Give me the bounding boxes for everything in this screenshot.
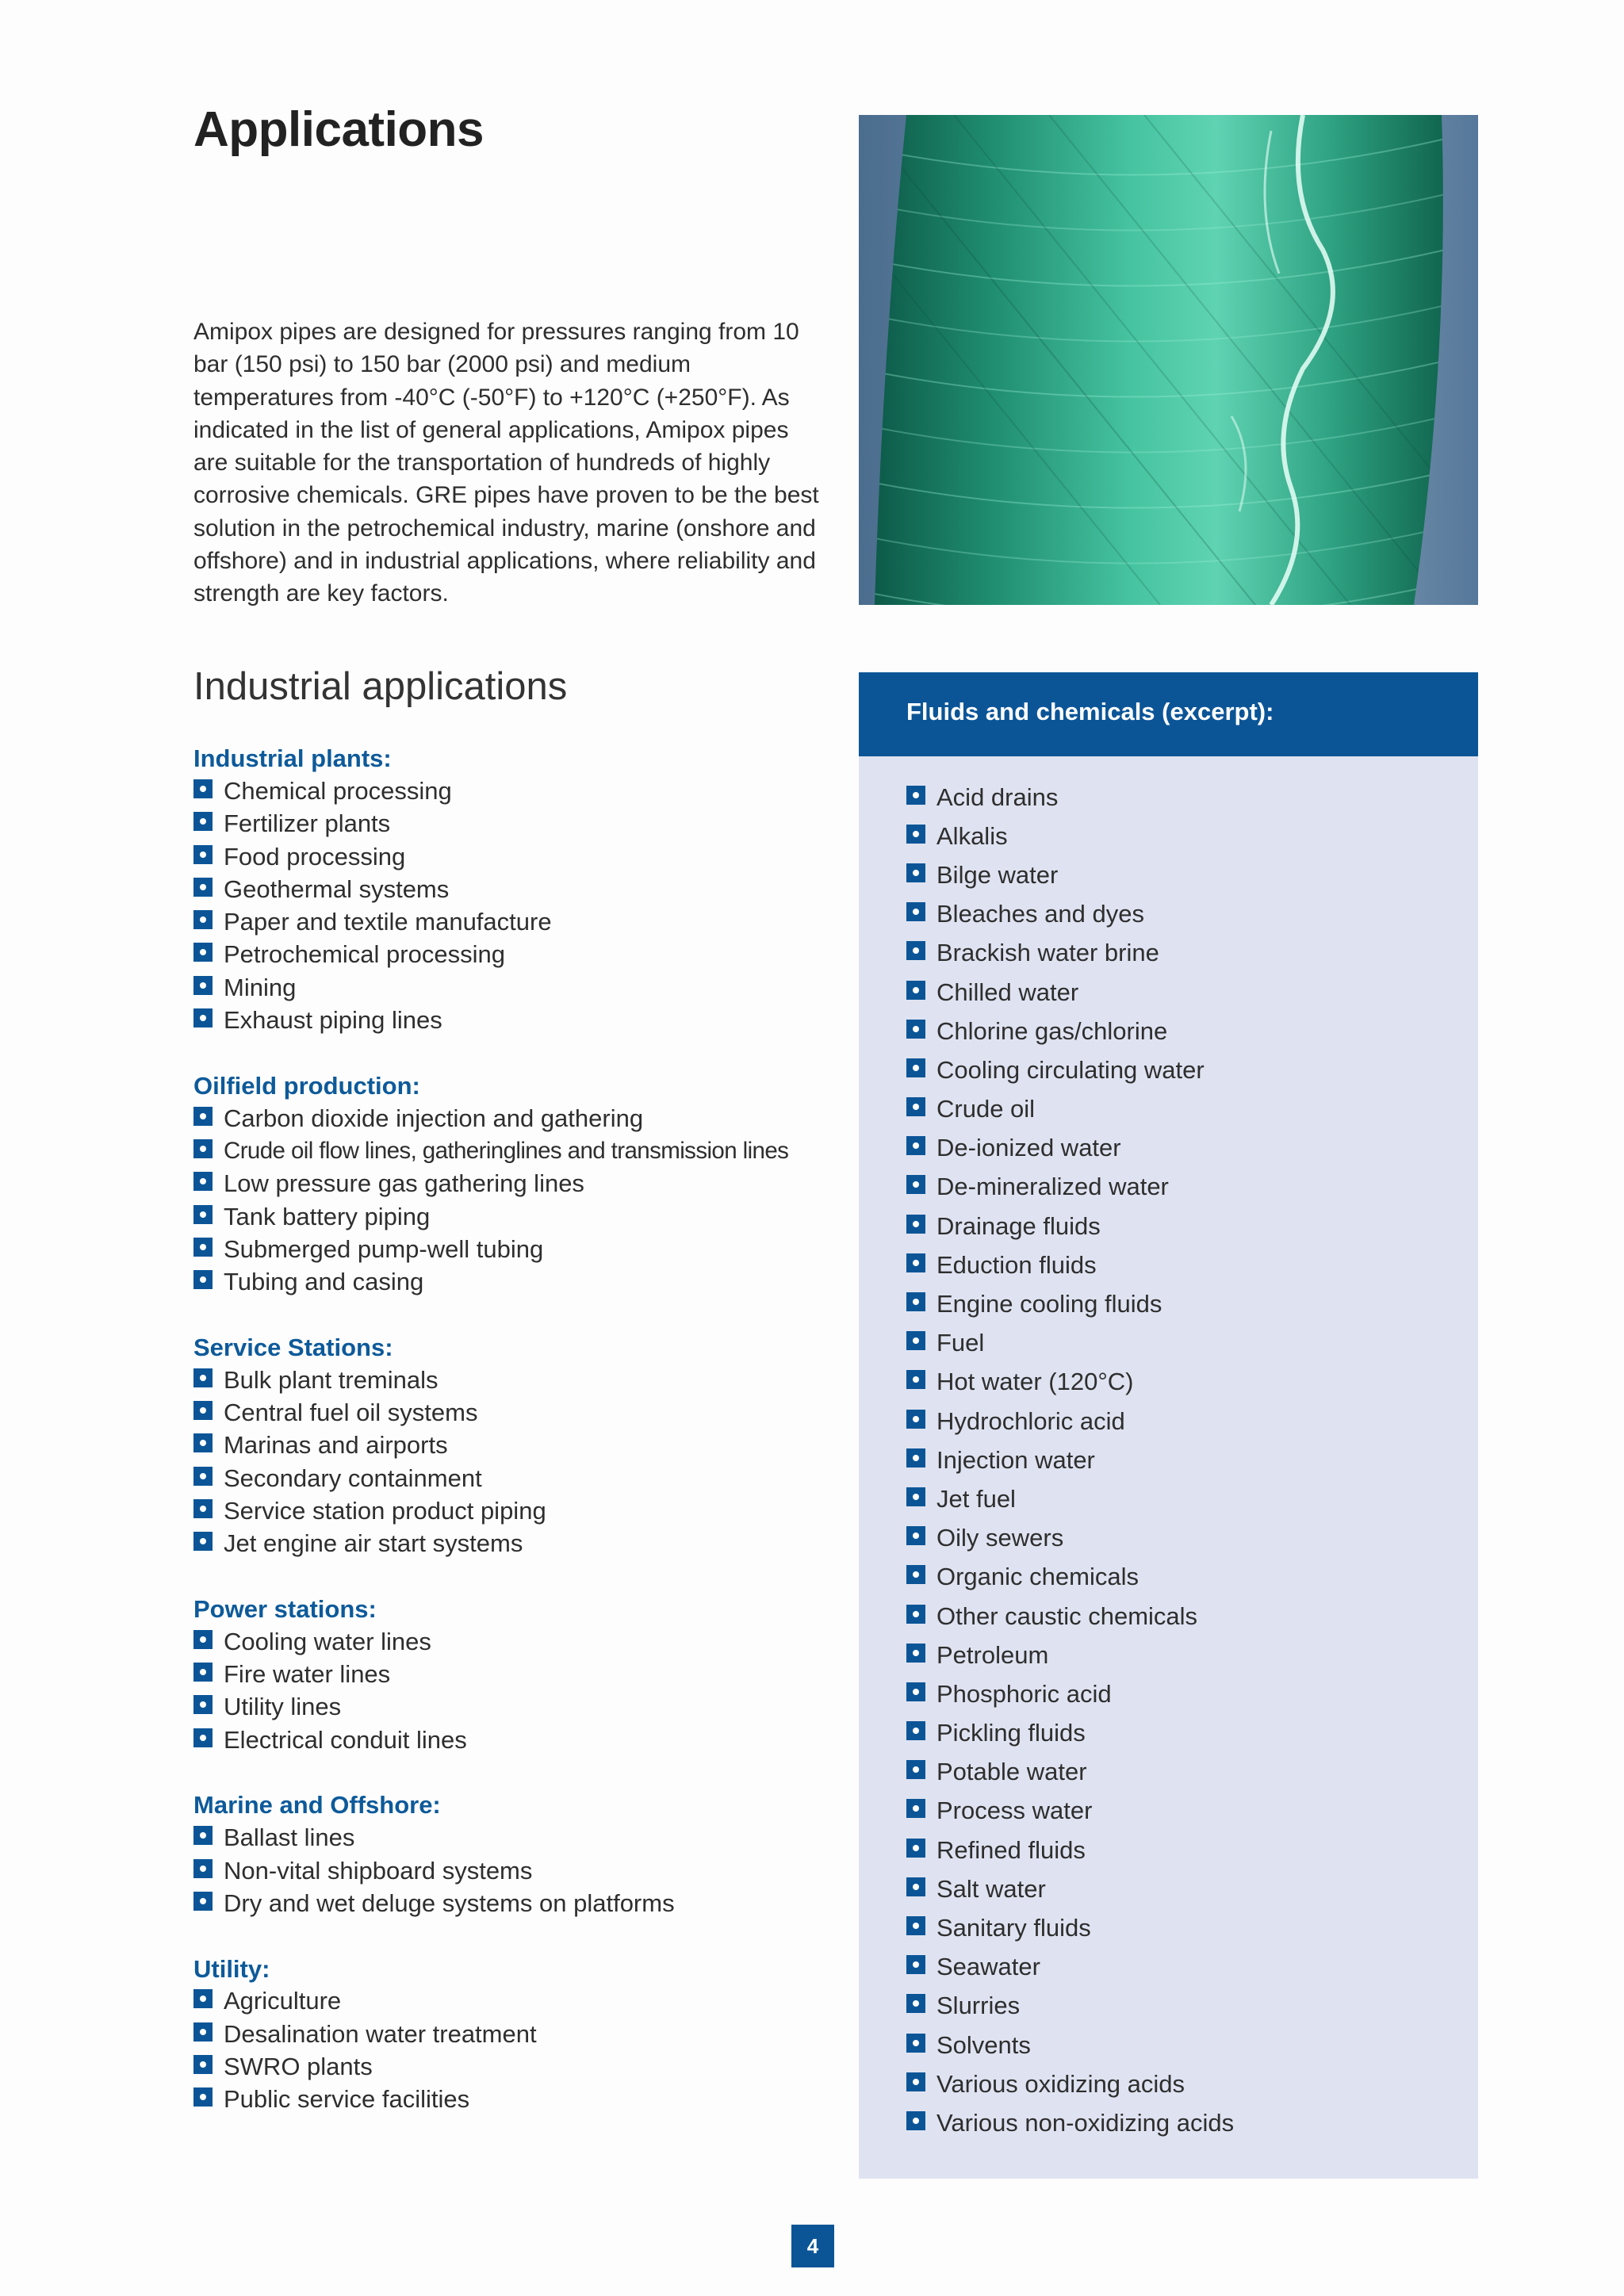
bullet-icon xyxy=(193,779,213,798)
list-item xyxy=(906,1636,1234,1674)
bullet-icon xyxy=(193,1368,213,1387)
bullet-icon xyxy=(906,1136,925,1155)
bullet-icon xyxy=(193,1532,213,1551)
list-item xyxy=(906,1792,1234,1831)
list-item-text: Process water xyxy=(936,1797,1093,1825)
list-item xyxy=(193,1004,844,1036)
list-item-text: Cooling water lines xyxy=(224,1627,431,1655)
list-item-text: Other caustic chemicals xyxy=(936,1601,1198,1630)
list-item xyxy=(193,1724,844,1756)
list-item xyxy=(906,1674,1234,1713)
bullet-icon xyxy=(193,1663,213,1682)
list-item xyxy=(193,873,844,905)
pipe-photo xyxy=(859,115,1478,605)
list-item xyxy=(193,1691,844,1724)
bullet-icon xyxy=(906,1955,925,1974)
bullet-icon xyxy=(906,1644,925,1663)
bullet-icon xyxy=(906,2111,925,2130)
page-number: 4 xyxy=(791,2225,834,2267)
list-item-text: Various oxidizing acids xyxy=(936,2069,1185,2098)
bullet-icon xyxy=(906,2034,925,2053)
bullet-icon xyxy=(906,1487,925,1506)
list-item xyxy=(906,973,1234,1012)
bullet-icon xyxy=(906,941,925,960)
list-item-text: Mining xyxy=(224,973,297,1001)
bullet-icon xyxy=(906,1410,925,1429)
bullet-icon xyxy=(906,1605,925,1624)
list-item-text: Salt water xyxy=(936,1874,1046,1903)
bullet-icon xyxy=(193,812,213,831)
list-item-text: De-ionized water xyxy=(936,1134,1121,1162)
bullet-icon xyxy=(906,1215,925,1234)
bullet-icon xyxy=(193,943,213,962)
list-item-text: Refined fluids xyxy=(936,1835,1086,1864)
list-item-text: Submerged pump-well tubing xyxy=(224,1234,544,1263)
intro-paragraph xyxy=(193,316,828,610)
list-item xyxy=(906,1831,1234,1869)
list-item-text: Service station product piping xyxy=(224,1496,546,1525)
list-item xyxy=(906,934,1234,973)
bullet-icon xyxy=(193,1107,213,1126)
list-item xyxy=(193,2018,844,2050)
list-item-text: Hydrochloric acid xyxy=(936,1406,1125,1435)
list-item xyxy=(906,1753,1234,1792)
list-item-text: Injection water xyxy=(936,1445,1095,1474)
list-item-text: Exhaust piping lines xyxy=(224,1006,442,1035)
list-item-text: Seawater xyxy=(936,1953,1040,1981)
list-item-text: Food processing xyxy=(224,842,406,871)
bullet-icon xyxy=(193,2087,213,2107)
bullet-icon xyxy=(193,1989,213,2008)
list-item xyxy=(906,1246,1234,1284)
list-item-text: Bilge water xyxy=(936,860,1059,889)
page-title: Applications xyxy=(193,102,485,157)
list-item-text: Brackish water brine xyxy=(936,939,1159,967)
list-item xyxy=(906,1869,1234,1908)
list-item xyxy=(906,1597,1234,1636)
list-item xyxy=(906,1050,1234,1089)
fluids-list xyxy=(906,778,1234,2143)
list-item xyxy=(906,1558,1234,1597)
fluids-panel xyxy=(859,672,1478,2179)
list-item-text: Acid drains xyxy=(936,783,1059,811)
bullet-icon xyxy=(906,1253,925,1272)
list-item xyxy=(193,808,844,840)
list-item-text: Fuel xyxy=(936,1329,985,1357)
bullet-icon xyxy=(906,1058,925,1077)
intro-text: Amipox pipes are designed for pressures ranging from 10 bar (150 psi) to 150 bar (2000 psi) and medium temperatures from -40°C (-50°F) to +120°C (+250°F). As indicated in the list of general applications, Amipox pipes are suitable for the transportation of hundreds of highly corrosive chemicals. GRE pipes have proven to be the best solution in the petrochemical industry, marine (onshore and offshore) and in industrial applications, where reliability and strength are key factors. xyxy=(193,319,819,607)
bullet-icon xyxy=(193,1270,213,1289)
bullet-icon xyxy=(906,1020,925,1039)
group-title: Industrial plants: xyxy=(193,744,392,772)
list-item-text: Sanitary fluids xyxy=(936,1914,1091,1942)
bullet-icon xyxy=(906,1839,925,1858)
bullet-icon xyxy=(906,825,925,844)
group-power-stations xyxy=(193,1593,844,1756)
list-item xyxy=(193,775,844,807)
list-item-text: Crude oil flow lines, gatheringlines and transmission lines xyxy=(224,1137,789,1164)
list-item-text: Pickling fluids xyxy=(936,1719,1086,1747)
list-item xyxy=(906,778,1234,817)
group-marine-offshore xyxy=(193,1789,844,1919)
bullet-icon xyxy=(906,1097,925,1116)
list-item xyxy=(193,840,844,873)
bullet-icon xyxy=(906,1799,925,1818)
list-item xyxy=(193,1135,844,1167)
bullet-icon xyxy=(906,863,925,882)
fluids-heading: Fluids and chemicals (excerpt): xyxy=(906,698,1274,725)
bullet-icon xyxy=(193,910,213,929)
bullet-icon xyxy=(906,786,925,805)
group-title: Marine and Offshore: xyxy=(193,1791,441,1820)
list-item-text: Public service facilities xyxy=(224,2085,470,2114)
list-item xyxy=(906,895,1234,934)
group-utility xyxy=(193,1953,844,2116)
list-item-text: Non-vital shipboard systems xyxy=(224,1856,533,1885)
list-item xyxy=(193,1985,844,2018)
bullet-icon xyxy=(906,1994,925,2013)
bullet-icon xyxy=(193,1499,213,1518)
list-item xyxy=(193,1822,844,1854)
bullet-icon xyxy=(906,1565,925,1584)
list-item-text: Cooling circulating water xyxy=(936,1055,1205,1084)
list-item-text: Agriculture xyxy=(224,1987,342,2015)
list-item xyxy=(906,1519,1234,1558)
list-item-text: Various non-oxidizing acids xyxy=(936,2108,1235,2137)
bullet-icon xyxy=(193,1695,213,1714)
bullet-icon xyxy=(193,1139,213,1158)
list-item-text: Desalination water treatment xyxy=(224,2019,537,2048)
bullet-icon xyxy=(193,1859,213,1878)
bullet-icon xyxy=(906,2072,925,2091)
list-item xyxy=(906,855,1234,894)
list-item-text: Jet fuel xyxy=(936,1484,1016,1513)
list-item-text: Organic chemicals xyxy=(936,1563,1139,1591)
list-item-text: Eduction fluids xyxy=(936,1250,1097,1279)
list-item-text: De-mineralized water xyxy=(936,1173,1169,1201)
list-item xyxy=(193,1429,844,1462)
list-item xyxy=(906,2064,1234,2103)
group-title: Oilfield production: xyxy=(193,1071,420,1100)
list-item xyxy=(906,1908,1234,1947)
list-item-text: Central fuel oil systems xyxy=(224,1398,478,1426)
group-title: Utility: xyxy=(193,1954,270,1983)
list-item-text: Phosphoric acid xyxy=(936,1679,1112,1708)
bullet-icon xyxy=(193,1728,213,1747)
list-item-text: Engine cooling fluids xyxy=(936,1290,1162,1318)
bullet-icon xyxy=(906,1877,925,1896)
list-item-text: Utility lines xyxy=(224,1693,342,1721)
list-item-text: Dry and wet deluge systems on platforms xyxy=(224,1888,675,1917)
bullet-icon xyxy=(906,1682,925,1701)
list-item xyxy=(193,1494,844,1527)
list-item xyxy=(193,2050,844,2083)
list-item xyxy=(193,1265,844,1298)
list-item-text: Marinas and airports xyxy=(224,1431,448,1460)
bullet-icon xyxy=(906,1370,925,1389)
list-item xyxy=(906,817,1234,855)
list-item-text: Carbon dioxide injection and gathering xyxy=(224,1104,644,1132)
bullet-icon xyxy=(906,1526,925,1545)
list-item xyxy=(906,1987,1234,2026)
bullet-icon xyxy=(193,1008,213,1027)
list-item-text: Electrical conduit lines xyxy=(224,1725,467,1754)
bullet-icon xyxy=(193,1826,213,1845)
bullet-icon xyxy=(193,2055,213,2074)
list-item-text: Hot water (120°C) xyxy=(936,1368,1134,1396)
list-item-text: Crude oil xyxy=(936,1095,1036,1123)
list-item xyxy=(193,905,844,938)
bullet-icon xyxy=(906,1292,925,1311)
bullet-icon xyxy=(193,845,213,864)
bullet-icon xyxy=(193,878,213,897)
list-item-text: Ballast lines xyxy=(224,1823,355,1852)
list-item xyxy=(906,1129,1234,1168)
bullet-icon xyxy=(906,1760,925,1779)
list-item xyxy=(906,1090,1234,1129)
bullet-icon xyxy=(906,1916,925,1935)
list-item-text: Tank battery piping xyxy=(224,1202,431,1230)
list-item-text: SWRO plants xyxy=(224,2053,373,2081)
bullet-icon xyxy=(193,1630,213,1649)
bullet-icon xyxy=(193,1205,213,1224)
list-item xyxy=(906,1948,1234,1987)
list-item xyxy=(906,1207,1234,1246)
list-item-text: Geothermal systems xyxy=(224,874,450,903)
list-item-text: Petrochemical processing xyxy=(224,940,505,969)
list-item-text: Chemical processing xyxy=(224,776,452,805)
bullet-icon xyxy=(906,1721,925,1740)
list-item-text: Oily sewers xyxy=(936,1524,1064,1552)
list-item-text: Slurries xyxy=(936,1992,1021,2020)
list-item-text: Bulk plant treminals xyxy=(224,1365,439,1394)
list-item-text: Fertilizer plants xyxy=(224,809,391,838)
bullet-icon xyxy=(193,1238,213,1257)
list-item xyxy=(906,1714,1234,1753)
bullet-icon xyxy=(193,1172,213,1191)
list-item-text: Low pressure gas gathering lines xyxy=(224,1169,584,1198)
list-item xyxy=(906,1168,1234,1207)
list-item-text: Alkalis xyxy=(936,821,1008,850)
list-item xyxy=(193,1168,844,1200)
list-item-text: Bleaches and dyes xyxy=(936,900,1144,928)
bullet-icon xyxy=(193,1892,213,1911)
list-item xyxy=(193,1364,844,1396)
list-item xyxy=(193,2084,844,2116)
list-item xyxy=(193,1102,844,1135)
list-item xyxy=(193,1396,844,1429)
list-item xyxy=(193,1462,844,1494)
list-item-text: Petroleum xyxy=(936,1640,1049,1669)
list-item-text: Solvents xyxy=(936,2030,1031,2059)
list-item xyxy=(193,939,844,971)
list-item-text: Drainage fluids xyxy=(936,1211,1101,1240)
bullet-icon xyxy=(906,1331,925,1350)
list-item xyxy=(193,1625,844,1658)
list-item-text: Fire water lines xyxy=(224,1660,391,1689)
list-item xyxy=(906,1012,1234,1050)
list-item-text: Secondary containment xyxy=(224,1464,482,1492)
bullet-icon xyxy=(193,2022,213,2042)
bullet-icon xyxy=(193,976,213,995)
list-item xyxy=(193,1887,844,1919)
bullet-icon xyxy=(193,1433,213,1452)
list-item xyxy=(193,1658,844,1690)
list-item-text: Paper and textile manufacture xyxy=(224,908,552,936)
list-item xyxy=(906,1441,1234,1479)
group-title: Service Stations: xyxy=(193,1333,393,1361)
group-oilfield-production xyxy=(193,1070,844,1299)
list-item-text: Jet engine air start systems xyxy=(224,1529,523,1558)
list-item-text: Chlorine gas/chlorine xyxy=(936,1016,1168,1045)
fluids-header xyxy=(859,672,1478,756)
group-title: Power stations: xyxy=(193,1594,377,1623)
group-industrial-plants xyxy=(193,742,844,1037)
bullet-icon xyxy=(193,1401,213,1420)
list-item xyxy=(906,2103,1234,2142)
group-service-stations xyxy=(193,1331,844,1560)
industrial-applications-heading: Industrial applications xyxy=(193,665,568,708)
industrial-groups xyxy=(193,742,844,2149)
list-item xyxy=(906,1363,1234,1402)
list-item xyxy=(906,1479,1234,1518)
list-item xyxy=(193,971,844,1004)
list-item-text: Tubing and casing xyxy=(224,1268,424,1296)
list-item xyxy=(193,1528,844,1560)
green-fiberglass-pipe-photo xyxy=(859,115,1478,605)
bullet-icon xyxy=(193,1467,213,1486)
list-item xyxy=(193,1200,844,1233)
bullet-icon xyxy=(906,981,925,1000)
bullet-icon xyxy=(906,1448,925,1468)
list-item-text: Chilled water xyxy=(936,978,1079,1006)
list-item xyxy=(193,1233,844,1265)
list-item xyxy=(906,1284,1234,1323)
list-item xyxy=(193,1854,844,1887)
list-item xyxy=(906,1324,1234,1363)
bullet-icon xyxy=(906,1175,925,1194)
list-item xyxy=(906,2026,1234,2064)
list-item xyxy=(906,1402,1234,1441)
list-item-text: Potable water xyxy=(936,1758,1087,1786)
bullet-icon xyxy=(906,902,925,921)
